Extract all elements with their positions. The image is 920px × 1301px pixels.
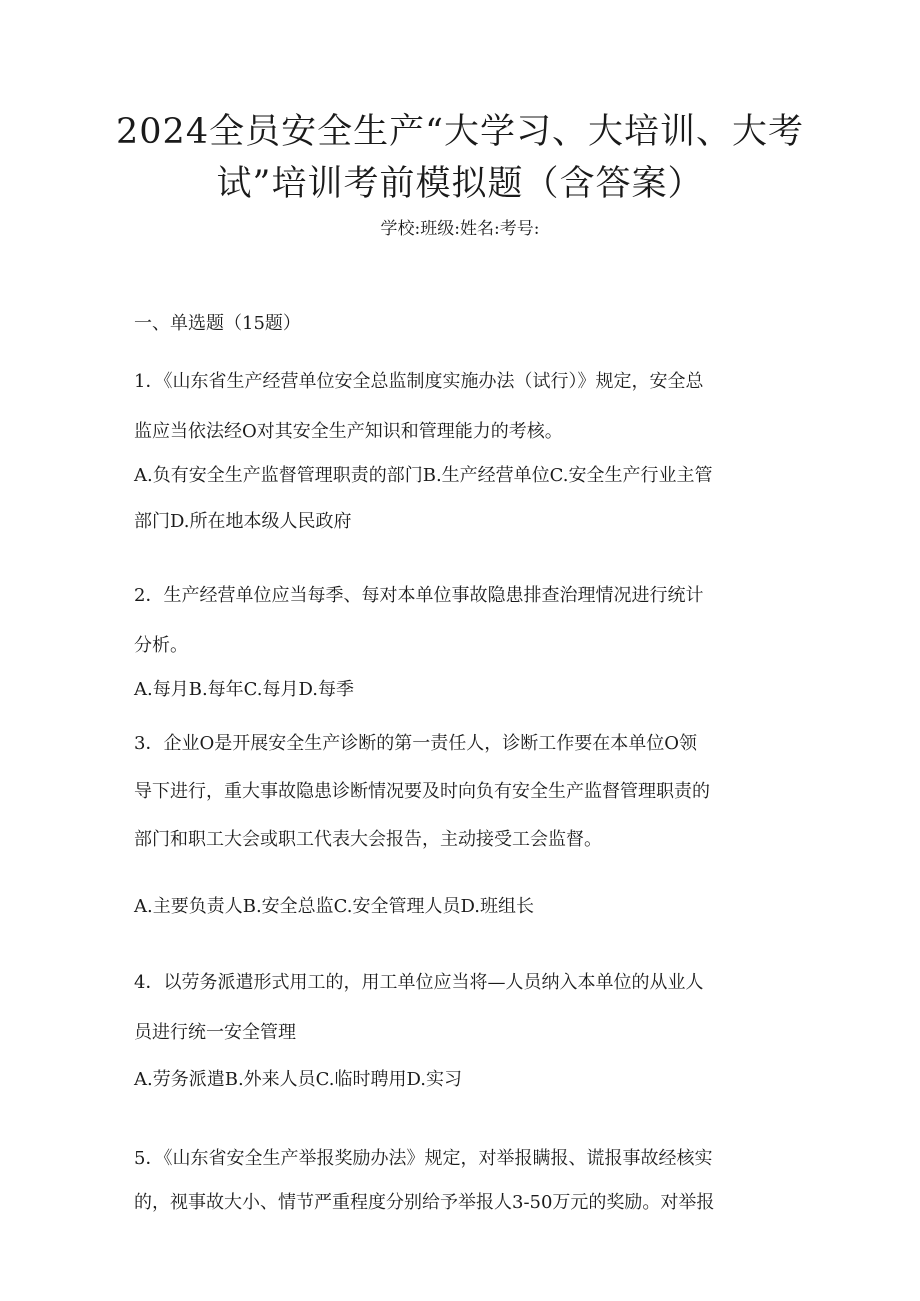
option-line: A.劳务派遣B.外来人员C.临时聘用D.实习 — [134, 1069, 463, 1090]
option-line: A.主要负责人B.安全总监C.安全管理人员D.班组长 — [134, 896, 535, 917]
question-2 — [134, 571, 794, 671]
option-line: A.每月B.每年C.每月D.每季 — [134, 679, 355, 700]
question-line: 部门和职工大会或职工代表大会报告，主动接受工会监督。 — [134, 829, 602, 850]
question-5 — [134, 1137, 794, 1225]
question-4-options — [134, 1063, 794, 1097]
question-3 — [134, 720, 794, 864]
question-line: 5．《山东省安全生产举报奖励办法》规定，对举报瞒报、谎报事故经核实 — [134, 1148, 713, 1169]
question-line: 导下进行，重大事故隐患诊断情况要及时向负有安全生产监督管理职责的 — [134, 781, 710, 802]
question-line: 3．企业O是开展安全生产诊断的第一责任人，诊断工作要在本单位O领 — [134, 733, 697, 754]
question-line: 2．生产经营单位应当每季、每对本单位事故隐患排查治理情况进行统计 — [134, 585, 704, 606]
question-1 — [134, 357, 794, 457]
question-line: 监应当依法经O对其安全生产知识和管理能力的考核。 — [134, 421, 563, 442]
question-3-options — [134, 890, 794, 924]
question-line: 1．《山东省生产经营单位安全总监制度实施办法（试行）》规定，安全总 — [134, 371, 704, 392]
question-line: 的，视事故大小、情节严重程度分别给予举报人3-50万元的奖励。对举报 — [134, 1192, 715, 1213]
title-line-1: 2024全员安全生产“大学习、大培训、大考 — [116, 112, 804, 152]
document-title — [110, 106, 810, 210]
question-2-options — [134, 673, 794, 707]
question-1-options — [134, 453, 794, 545]
title-line-2: 试”培训考前模拟题（含答案） — [216, 164, 704, 204]
question-line: 4．以劳务派遣形式用工的，用工单位应当将—人员纳入本单位的从业人 — [134, 972, 704, 993]
option-line: A.负有安全生产监督管理职责的部门B.生产经营单位C.安全生产行业主管 — [134, 465, 713, 486]
question-line: 分析。 — [134, 635, 188, 656]
question-4 — [134, 958, 794, 1058]
section-heading: 一、单选题（15题） — [134, 313, 301, 334]
option-line: 部门D.所在地本级人民政府 — [134, 511, 352, 532]
question-line: 员进行统一安全管理 — [134, 1022, 296, 1043]
student-info-line: 学校:班级:姓名:考号: — [380, 219, 540, 239]
